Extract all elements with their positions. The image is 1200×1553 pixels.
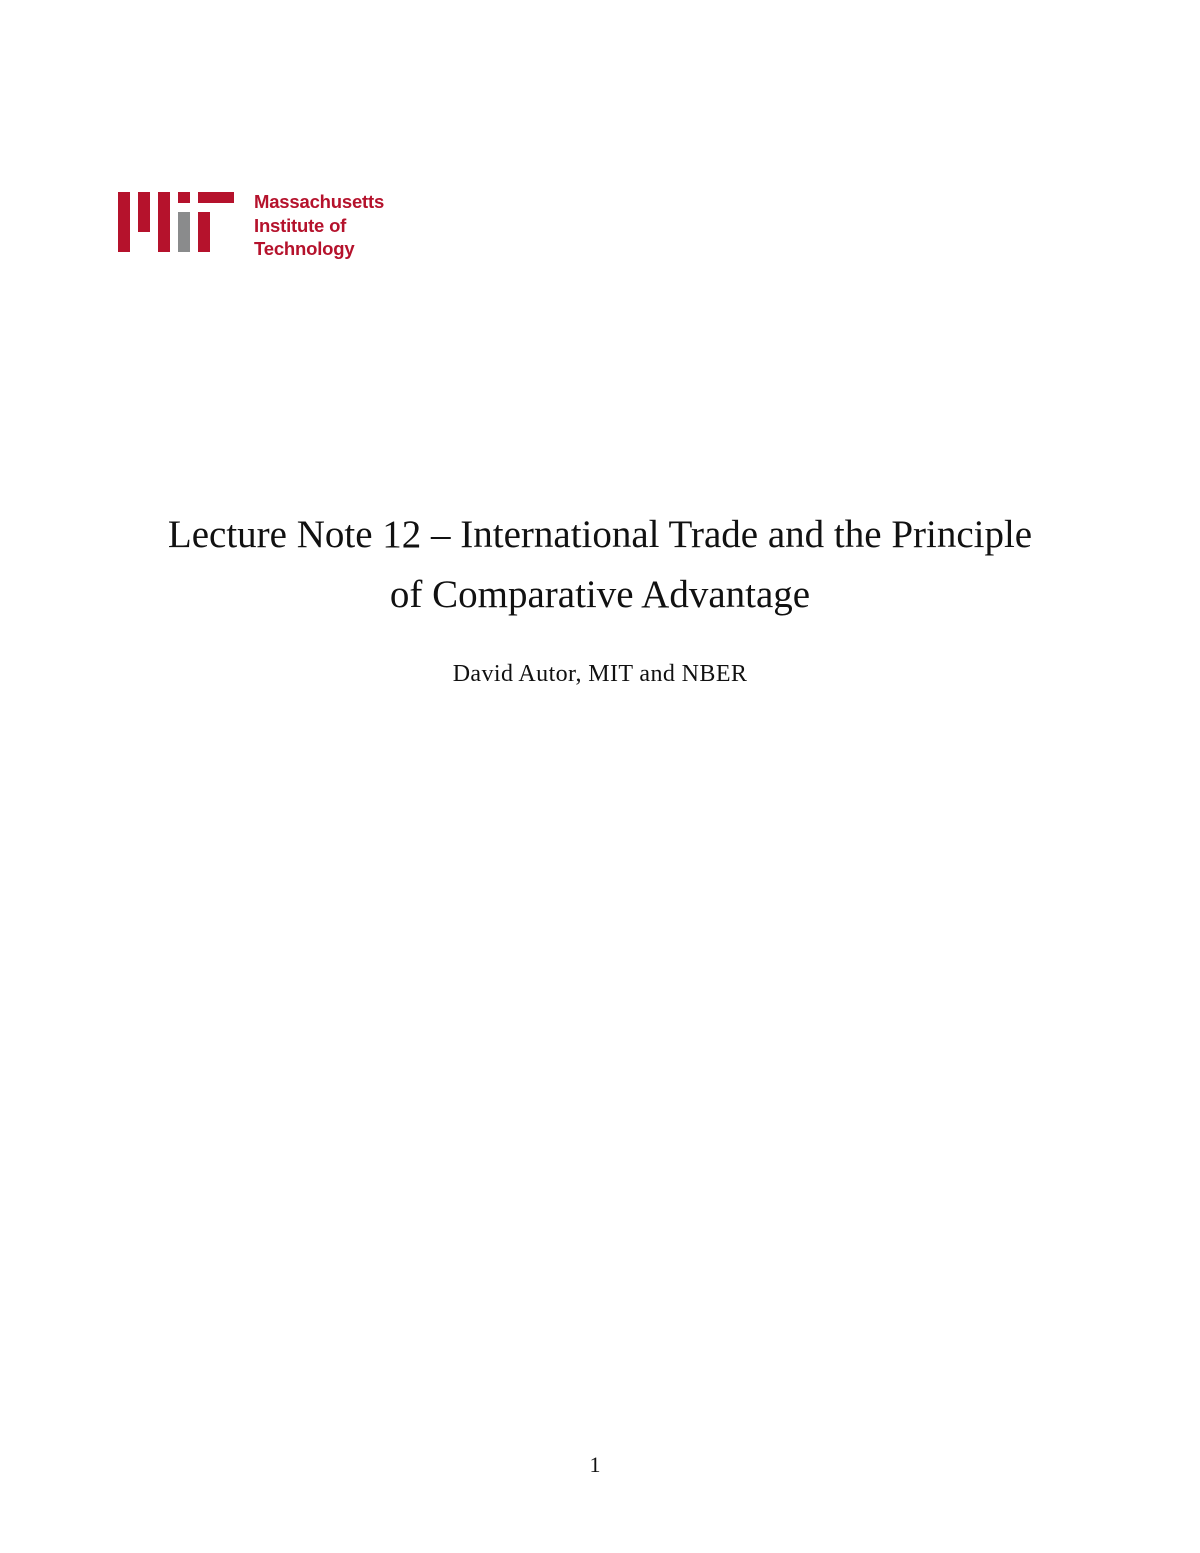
logo-text-line-2: Institute of — [254, 214, 347, 236]
logo-bar-5-crossbar — [198, 192, 234, 203]
logo-bar-4-dot — [178, 192, 190, 203]
logo-bar-5-stem — [198, 212, 210, 252]
mit-logo — [118, 191, 418, 259]
logo-bar-4-stem — [178, 212, 190, 252]
title-line-2: of Comparative Advantage — [389, 573, 811, 616]
author-line: David Autor, MIT and NBER — [452, 661, 748, 687]
title-line-1: Lecture Note 12 – International Trade and the Principle — [167, 513, 1033, 556]
mit-logo-mark-icon — [118, 192, 236, 254]
logo-text-line-1: Massachusetts — [254, 191, 385, 212]
logo-bar-1 — [118, 192, 130, 252]
logo-text-line-3: Technology — [254, 238, 355, 259]
page-number: 1 — [589, 1452, 601, 1477]
logo-wordmark — [254, 190, 384, 261]
document-title — [0, 505, 1200, 625]
logo-bar-2 — [138, 192, 150, 232]
logo-bar-3 — [158, 192, 170, 252]
